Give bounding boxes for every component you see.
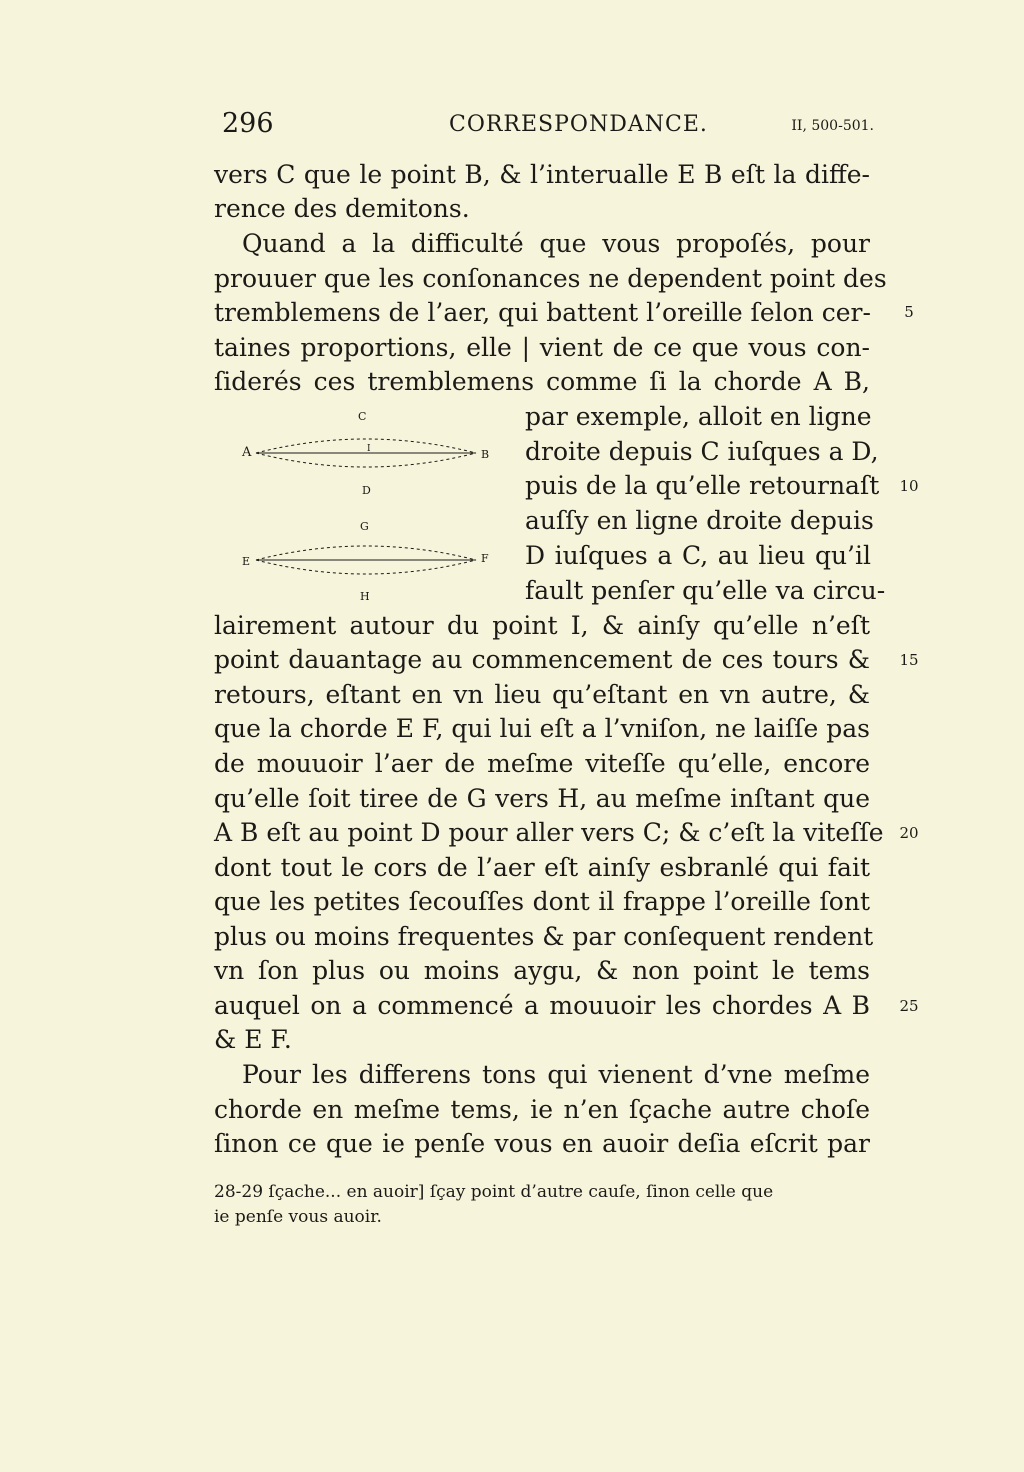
- diagram-label: C: [358, 410, 367, 423]
- text-line: qu’elle ſoit tiree de G vers H, au meſme inſtant que: [214, 784, 870, 813]
- page-number: 296: [222, 108, 274, 139]
- line-number: 10: [899, 477, 919, 495]
- text-line: auquel on a commencé a mouuoir les chordes A B: [214, 991, 870, 1020]
- text-line: auſſy en ligne droite depuis: [525, 506, 874, 535]
- text-line: dont tout le cors de l’aer eſt ainſy esbranlé qui fait: [214, 853, 870, 882]
- diagram-label: G: [360, 520, 369, 533]
- diagram-label: E: [242, 555, 251, 568]
- text-line: ſiderés ces tremblemens comme ſi la chorde A B,: [214, 367, 870, 396]
- text-line: Pour les differens tons qui vienent d’vne meſme: [242, 1060, 870, 1089]
- text-line: vn ſon plus ou moins aygu, & non point le tems: [214, 956, 870, 985]
- text-line: prouuer que les conſonances ne dependent point des: [214, 264, 887, 293]
- arc-upper: [256, 439, 476, 453]
- text-line: Quand a la difficulté que vous propoſés, pour: [242, 229, 870, 258]
- text-line: rence des demitons.: [214, 194, 470, 223]
- arc-lower: [256, 453, 476, 467]
- text-line: par exemple, alloit en ligne: [525, 402, 872, 431]
- footnote-line: ie penſe vous auoir.: [214, 1207, 382, 1227]
- line-number: 25: [899, 997, 919, 1015]
- arc-upper: [256, 546, 476, 560]
- line-number: 15: [899, 651, 919, 669]
- text-line: plus ou moins frequentes & par conſequent rendent: [214, 922, 874, 951]
- text-line: fault penſer qu’elle va circu-: [525, 576, 886, 605]
- text-line: A B eſt au point D pour aller vers C; & c’eſt la viteſſe: [214, 818, 884, 847]
- diagram-label: A: [242, 445, 252, 460]
- text-line: vers C que le point B, & l’interualle E B eſt la diffe-: [214, 160, 870, 189]
- diagram-label: F: [481, 552, 489, 565]
- text-line: lairement autour du point I, & ainſy qu’elle n’eſt: [214, 611, 870, 640]
- diagram-label: I: [367, 444, 371, 454]
- footnote-line: 28-29 ſçache... en auoir] ſçay point d’autre cauſe, ſinon celle que: [214, 1182, 774, 1202]
- text-line: droite depuis C iuſques a D,: [525, 437, 879, 466]
- text-line: que les petites ſecouſſes dont il frappe l’oreille ſont: [214, 887, 870, 916]
- text-line: ſinon ce que ie penſe vous en auoir deſia eſcrit par: [214, 1129, 870, 1158]
- diagram-label: H: [360, 590, 370, 603]
- vibrating-string-diagram: [236, 400, 506, 610]
- text-line: chorde en meſme tems, ie n’en ſçache autre choſe: [214, 1095, 870, 1124]
- text-line: puis de la qu’elle retournaſt: [525, 471, 880, 500]
- text-line: que la chorde E F, qui lui eſt a l’vniſon, ne laiſſe pas: [214, 714, 870, 743]
- text-line: point dauantage au commencement de ces tours &: [214, 645, 870, 674]
- page-header: [214, 108, 874, 148]
- text-line: tremblemens de l’aer, qui battent l’oreille ſelon cer-: [214, 298, 871, 327]
- arc-lower: [256, 560, 476, 574]
- diagram-label: D: [362, 484, 371, 497]
- diagram-label: B: [481, 448, 490, 461]
- page-reference: II, 500-501.: [791, 118, 874, 134]
- line-number: 5: [904, 303, 914, 321]
- running-title: CORRESPONDANCE.: [449, 112, 708, 137]
- text-line: de mouuoir l’aer de meſme viteſſe qu’elle, encore: [214, 749, 870, 778]
- line-number: 20: [899, 824, 919, 842]
- text-line: & E F.: [214, 1025, 292, 1054]
- text-line: retours, eſtant en vn lieu qu’eſtant en vn autre, &: [214, 680, 870, 709]
- text-line: taines proportions, elle | vient de ce que vous con-: [214, 333, 870, 362]
- text-line: D iuſques a C, au lieu qu’il: [525, 541, 871, 570]
